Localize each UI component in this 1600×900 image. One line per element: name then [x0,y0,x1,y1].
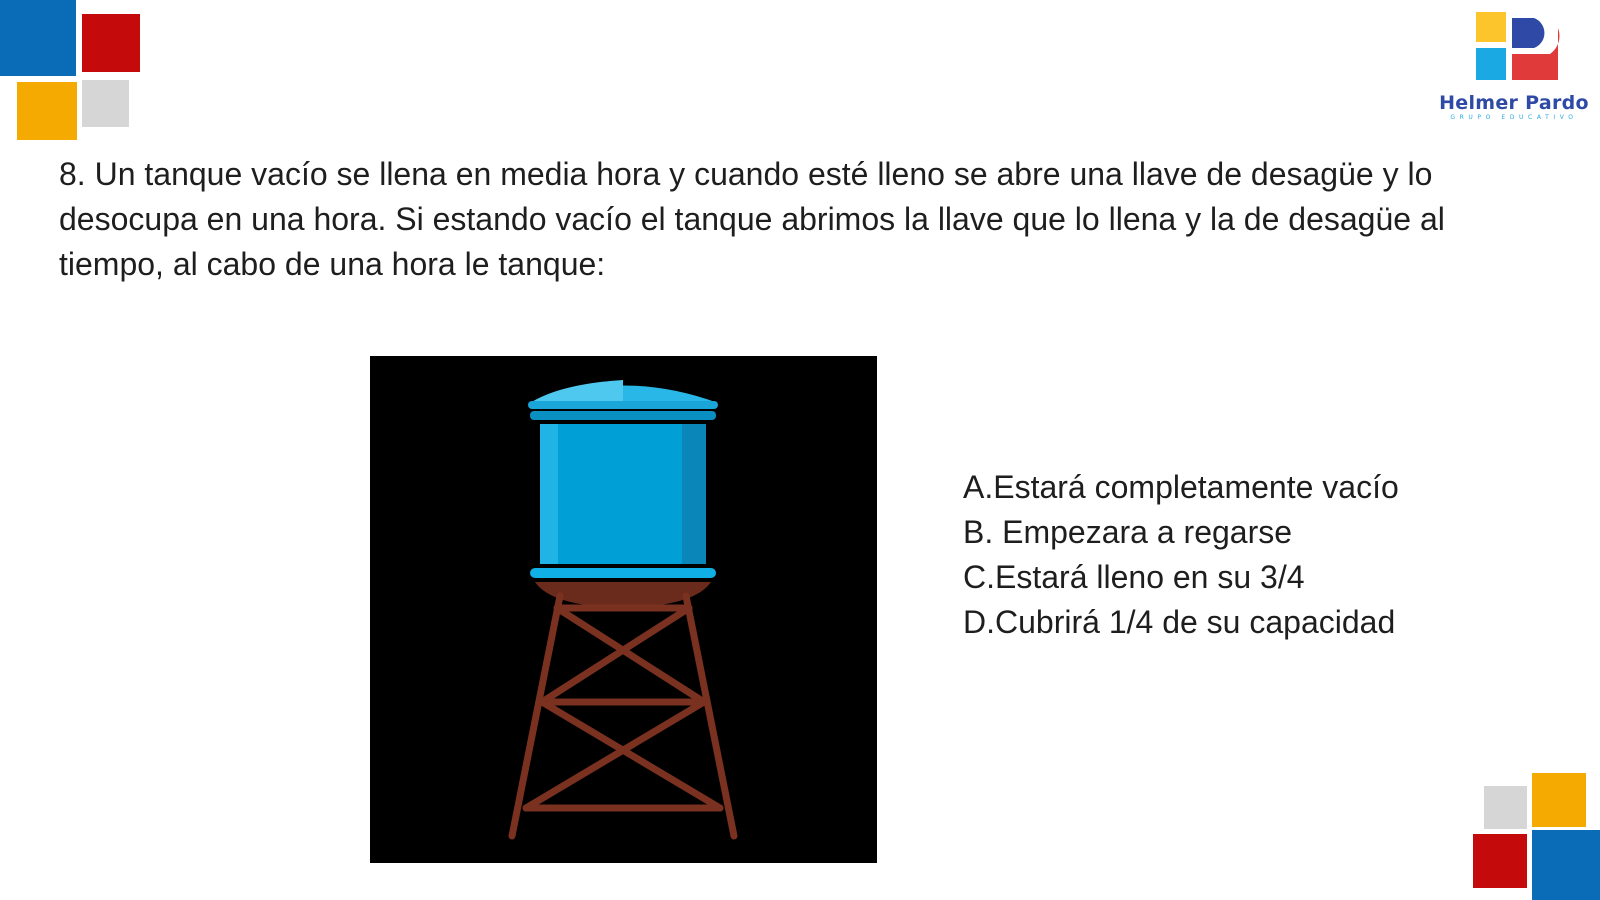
illustration-panel [370,356,877,863]
option-d[interactable]: D.Cubrirá 1/4 de su capacidad [963,604,1396,640]
decor-square-red [82,14,140,72]
option-c[interactable]: C.Estará lleno en su 3/4 [963,559,1305,595]
decor-square-gray [1484,786,1527,829]
logo-name: Helmer Pardo [1439,92,1589,114]
logo-tagline: GRUPO EDUCATIVO [1450,114,1578,121]
decor-square-yellow [17,82,77,140]
decor-square-blue [1532,830,1600,900]
decor-square-gray [82,80,129,127]
logo-mark-icon [1434,8,1594,92]
decor-square-blue [0,0,76,76]
helmer-pardo-logo [1434,8,1594,123]
decor-square-red [1473,834,1527,888]
decor-square-yellow [1532,773,1586,827]
question-text: 8. Un tanque vacío se llena en media hora y cuando esté lleno se abre una llave de desagüe y lo desocupa en una hora. Si estando vacío el tanque abrimos la llave que lo llena y la de desagüe al tiempo, al cabo de una hora le tanque: [59,156,1445,282]
water-tower-icon [370,356,877,863]
answer-options [963,465,1399,645]
option-b[interactable]: B. Empezara a regarse [963,514,1293,550]
option-a[interactable]: A.Estará completamente vacío [963,469,1399,505]
